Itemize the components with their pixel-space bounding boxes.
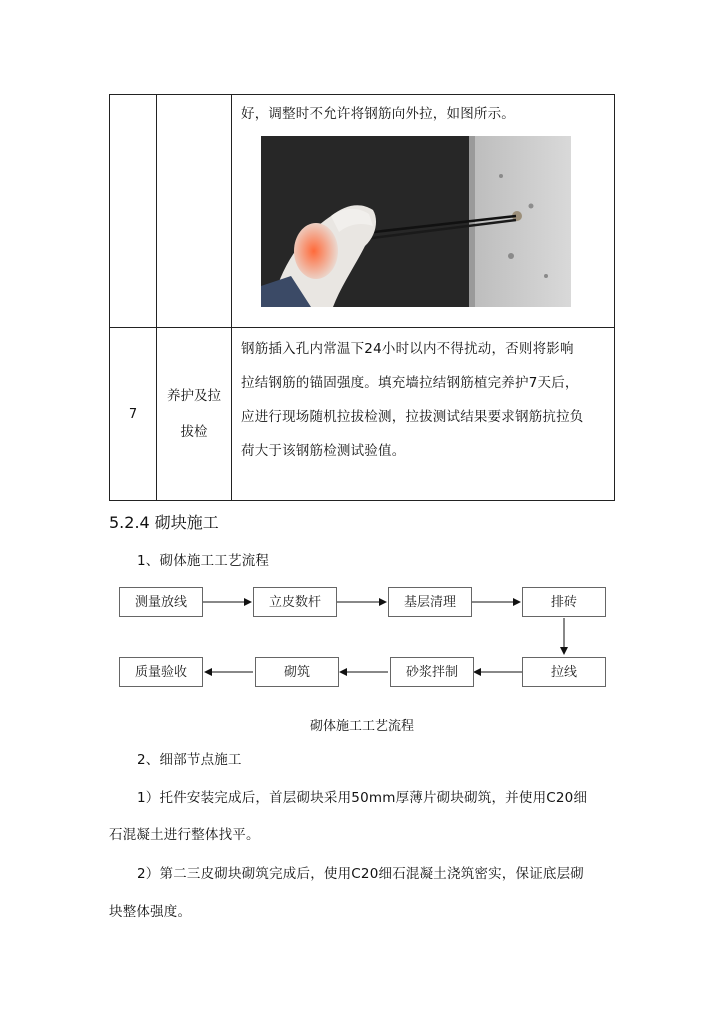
photo-illustration bbox=[261, 136, 571, 307]
flow-caption: 砌体施工工艺流程 bbox=[309, 719, 414, 734]
description-line: 钢筋插入孔内常温下24小时以内不得扰动，否则将影响 bbox=[241, 341, 574, 357]
subheading-detail-nodes: 2、细部节点施工 bbox=[137, 752, 242, 768]
section-heading: 5.2.4 砌块施工 bbox=[109, 513, 219, 532]
subheading-process-flow: 1、砌体施工工艺流程 bbox=[137, 553, 270, 569]
paragraph-line: 石混凝土进行整体找平。 bbox=[109, 827, 260, 843]
description-line: 拉结钢筋的锚固强度。填充墙拉结钢筋植完养护7天后， bbox=[241, 375, 579, 391]
flow-step-string-line: 拉线 bbox=[522, 657, 606, 687]
table-row bbox=[110, 328, 615, 501]
description-cell bbox=[232, 95, 615, 328]
paragraph-line: 1）托件安装完成后，首层砌块采用50mm厚薄片砌块砌筑，并使用C20细 bbox=[137, 790, 588, 806]
rebar-insertion-photo bbox=[261, 136, 571, 307]
paragraph-line: 块整体强度。 bbox=[109, 904, 192, 920]
flow-step-set-gauge-rod: 立皮数杆 bbox=[253, 587, 337, 617]
number-cell bbox=[110, 95, 157, 328]
number-cell: 7 bbox=[110, 328, 157, 501]
description-line: 荷大于该钢筋检测试验值。 bbox=[241, 443, 406, 459]
flow-step-masonry: 砌筑 bbox=[255, 657, 339, 687]
flow-step-quality-acceptance: 质量验收 bbox=[119, 657, 203, 687]
table-row bbox=[110, 95, 615, 328]
description-text: 好，调整时不允许将钢筋向外拉，如图所示。 bbox=[241, 106, 515, 122]
construction-spec-table bbox=[109, 94, 615, 501]
description-cell bbox=[232, 328, 615, 501]
flow-step-mortar-mixing: 砂浆拌制 bbox=[390, 657, 474, 687]
flow-step-base-cleaning: 基层清理 bbox=[388, 587, 472, 617]
item-label-line: 拔检 bbox=[180, 424, 208, 440]
item-label-line: 养护及拉 bbox=[167, 388, 221, 404]
item-cell bbox=[157, 328, 232, 501]
paragraph-line: 2）第二三皮砌块砌筑完成后，使用C20细石混凝土浇筑密实，保证底层砌 bbox=[137, 866, 584, 882]
description-line: 应进行现场随机拉拔检测，拉拔测试结果要求钢筋抗拉负 bbox=[241, 409, 584, 425]
flow-step-survey-layout: 测量放线 bbox=[119, 587, 203, 617]
item-cell bbox=[157, 95, 232, 328]
description-text bbox=[232, 328, 614, 468]
flow-step-brick-arrangement: 排砖 bbox=[522, 587, 606, 617]
